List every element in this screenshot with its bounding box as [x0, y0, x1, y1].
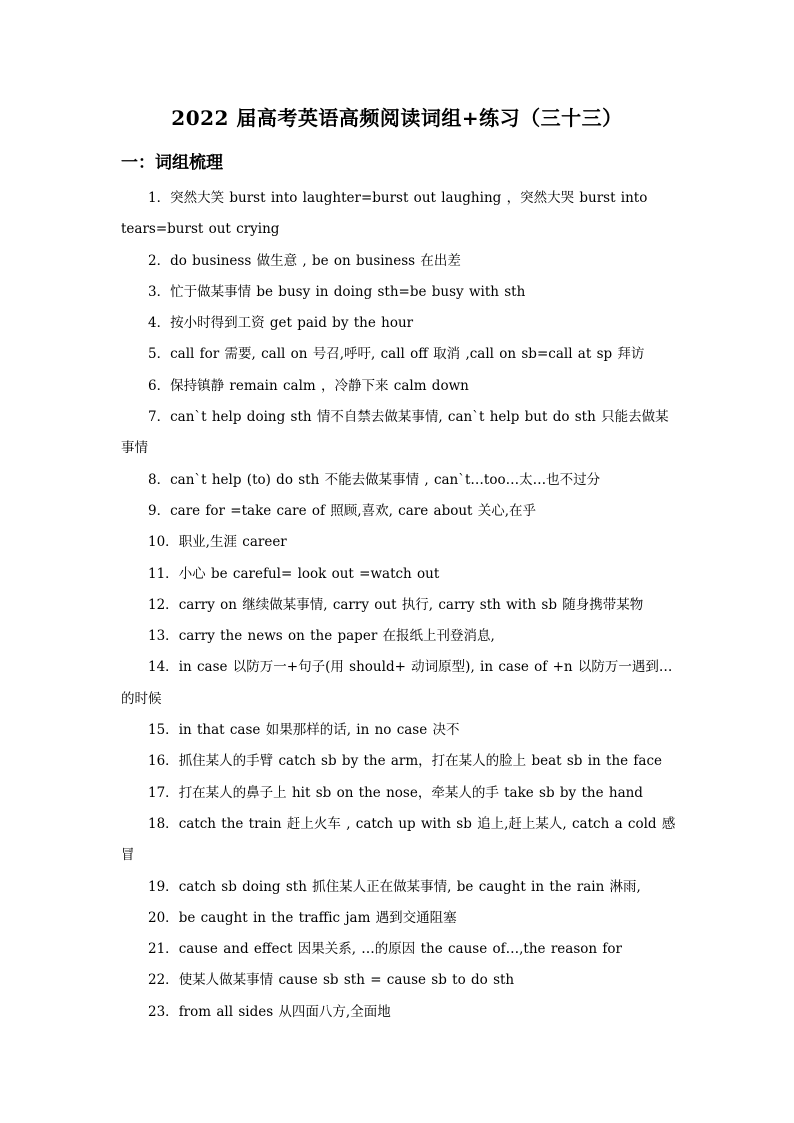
item-text: carry on 继续做某事情, carry out 执行, carry sth with sb 随身携带某物 [178, 596, 644, 613]
list-item [121, 371, 676, 402]
item-text: 小心 be careful= look out =watch out [178, 565, 440, 582]
item-number: 4． [148, 315, 171, 332]
item-text: in case 以防万一+句子(用 should+ 动词原型), in case of +n 以防万一遇到…的时候 [121, 659, 673, 707]
item-text: 职业,生涯 career [178, 534, 287, 551]
item-number: 19． [148, 878, 179, 895]
list-item [121, 590, 676, 621]
list-item [121, 183, 676, 246]
list-item [121, 903, 676, 934]
item-number: 22． [148, 972, 179, 989]
item-number: 9． [148, 502, 171, 519]
item-number: 6． [148, 377, 171, 394]
page-title: 2022 届高考英语高频阅读词组+练习（三十三） [171, 106, 623, 130]
item-number: 16． [148, 753, 179, 770]
list-item [121, 465, 676, 496]
list-item [121, 997, 676, 1028]
list-item [121, 402, 676, 465]
list-item [121, 715, 676, 746]
item-text: cause and effect 因果关系, …的原因 the cause of…,the reason for [178, 941, 622, 958]
phrase-list [121, 183, 676, 1028]
item-text: 保持镇静 remain calm ，冷静下来 calm down [170, 377, 469, 394]
item-number: 5． [148, 346, 171, 363]
item-text: do business 做生意 , be on business 在出差 [170, 252, 461, 269]
item-text: 使某人做某事情 cause sb sth = cause sb to do sth [178, 972, 515, 989]
item-number: 20． [148, 909, 179, 926]
item-number: 23． [148, 1003, 179, 1020]
item-number: 17． [148, 784, 179, 801]
list-item [121, 527, 676, 558]
item-text: in that case 如果那样的话, in no case 决不 [178, 722, 460, 739]
item-text: catch sb doing sth 抓住某人正在做某事情, be caught in the rain 淋雨, [178, 878, 641, 895]
item-number: 2． [148, 252, 171, 269]
item-text: be caught in the traffic jam 遇到交通阻塞 [178, 909, 457, 926]
item-number: 21． [148, 941, 179, 958]
item-text: 忙于做某事情 be busy in doing sth=be busy with sth [170, 283, 526, 300]
list-item [121, 277, 676, 308]
item-number: 18． [148, 815, 179, 832]
item-text: 按小时得到工资 get paid by the hour [170, 315, 414, 332]
list-item [121, 652, 676, 715]
item-number: 13． [148, 628, 179, 645]
list-item [121, 746, 676, 777]
item-number: 7． [148, 409, 171, 426]
list-item [121, 246, 676, 277]
list-item [121, 308, 676, 339]
item-text: 打在某人的鼻子上 hit sb on the nose，牵某人的手 take sb by the hand [178, 784, 643, 801]
item-text: care for =take care of 照顾,喜欢, care about 关心,在乎 [170, 502, 537, 519]
list-item [121, 809, 676, 872]
item-text: carry the news on the paper 在报纸上刊登消息, [178, 628, 495, 645]
item-text: catch the train 赶上火车 , catch up with sb 追上,赶上某人, catch a cold 感冒 [121, 815, 676, 864]
list-item [121, 778, 676, 809]
item-text: can`t help doing sth 情不自禁去做某事情, can`t help but do sth 只能去做某事情 [121, 409, 669, 457]
item-text: from all sides 从四面八方,全面地 [178, 1003, 391, 1020]
list-item [121, 934, 676, 965]
item-number: 3． [148, 283, 171, 300]
list-item [121, 339, 676, 370]
item-text: 突然大笑 burst into laughter=burst out laughing ，突然大哭 burst into tears=burst out crying [121, 190, 648, 238]
list-item [121, 559, 676, 590]
item-number: 11． [148, 565, 179, 582]
list-item [121, 621, 676, 652]
item-text: 抓住某人的手臂 catch sb by the arm，打在某人的脸上 beat sb in the face [178, 753, 663, 770]
item-text: call for 需要, call on 号召,呼吁, call off 取消 ,call on sb=call at sp 拜访 [170, 346, 645, 363]
section-heading: 一：词组梳理 [121, 153, 223, 173]
item-number: 14． [148, 659, 179, 676]
item-number: 12． [148, 596, 179, 613]
item-number: 10． [148, 534, 179, 551]
item-number: 8． [148, 471, 171, 488]
item-text: can`t help (to) do sth 不能去做某事情 , can`t…too…太…也不过分 [170, 471, 601, 488]
item-number: 1． [148, 190, 171, 206]
list-item [121, 965, 676, 996]
item-number: 15． [148, 722, 179, 739]
list-item [121, 496, 676, 527]
list-item [121, 872, 676, 903]
